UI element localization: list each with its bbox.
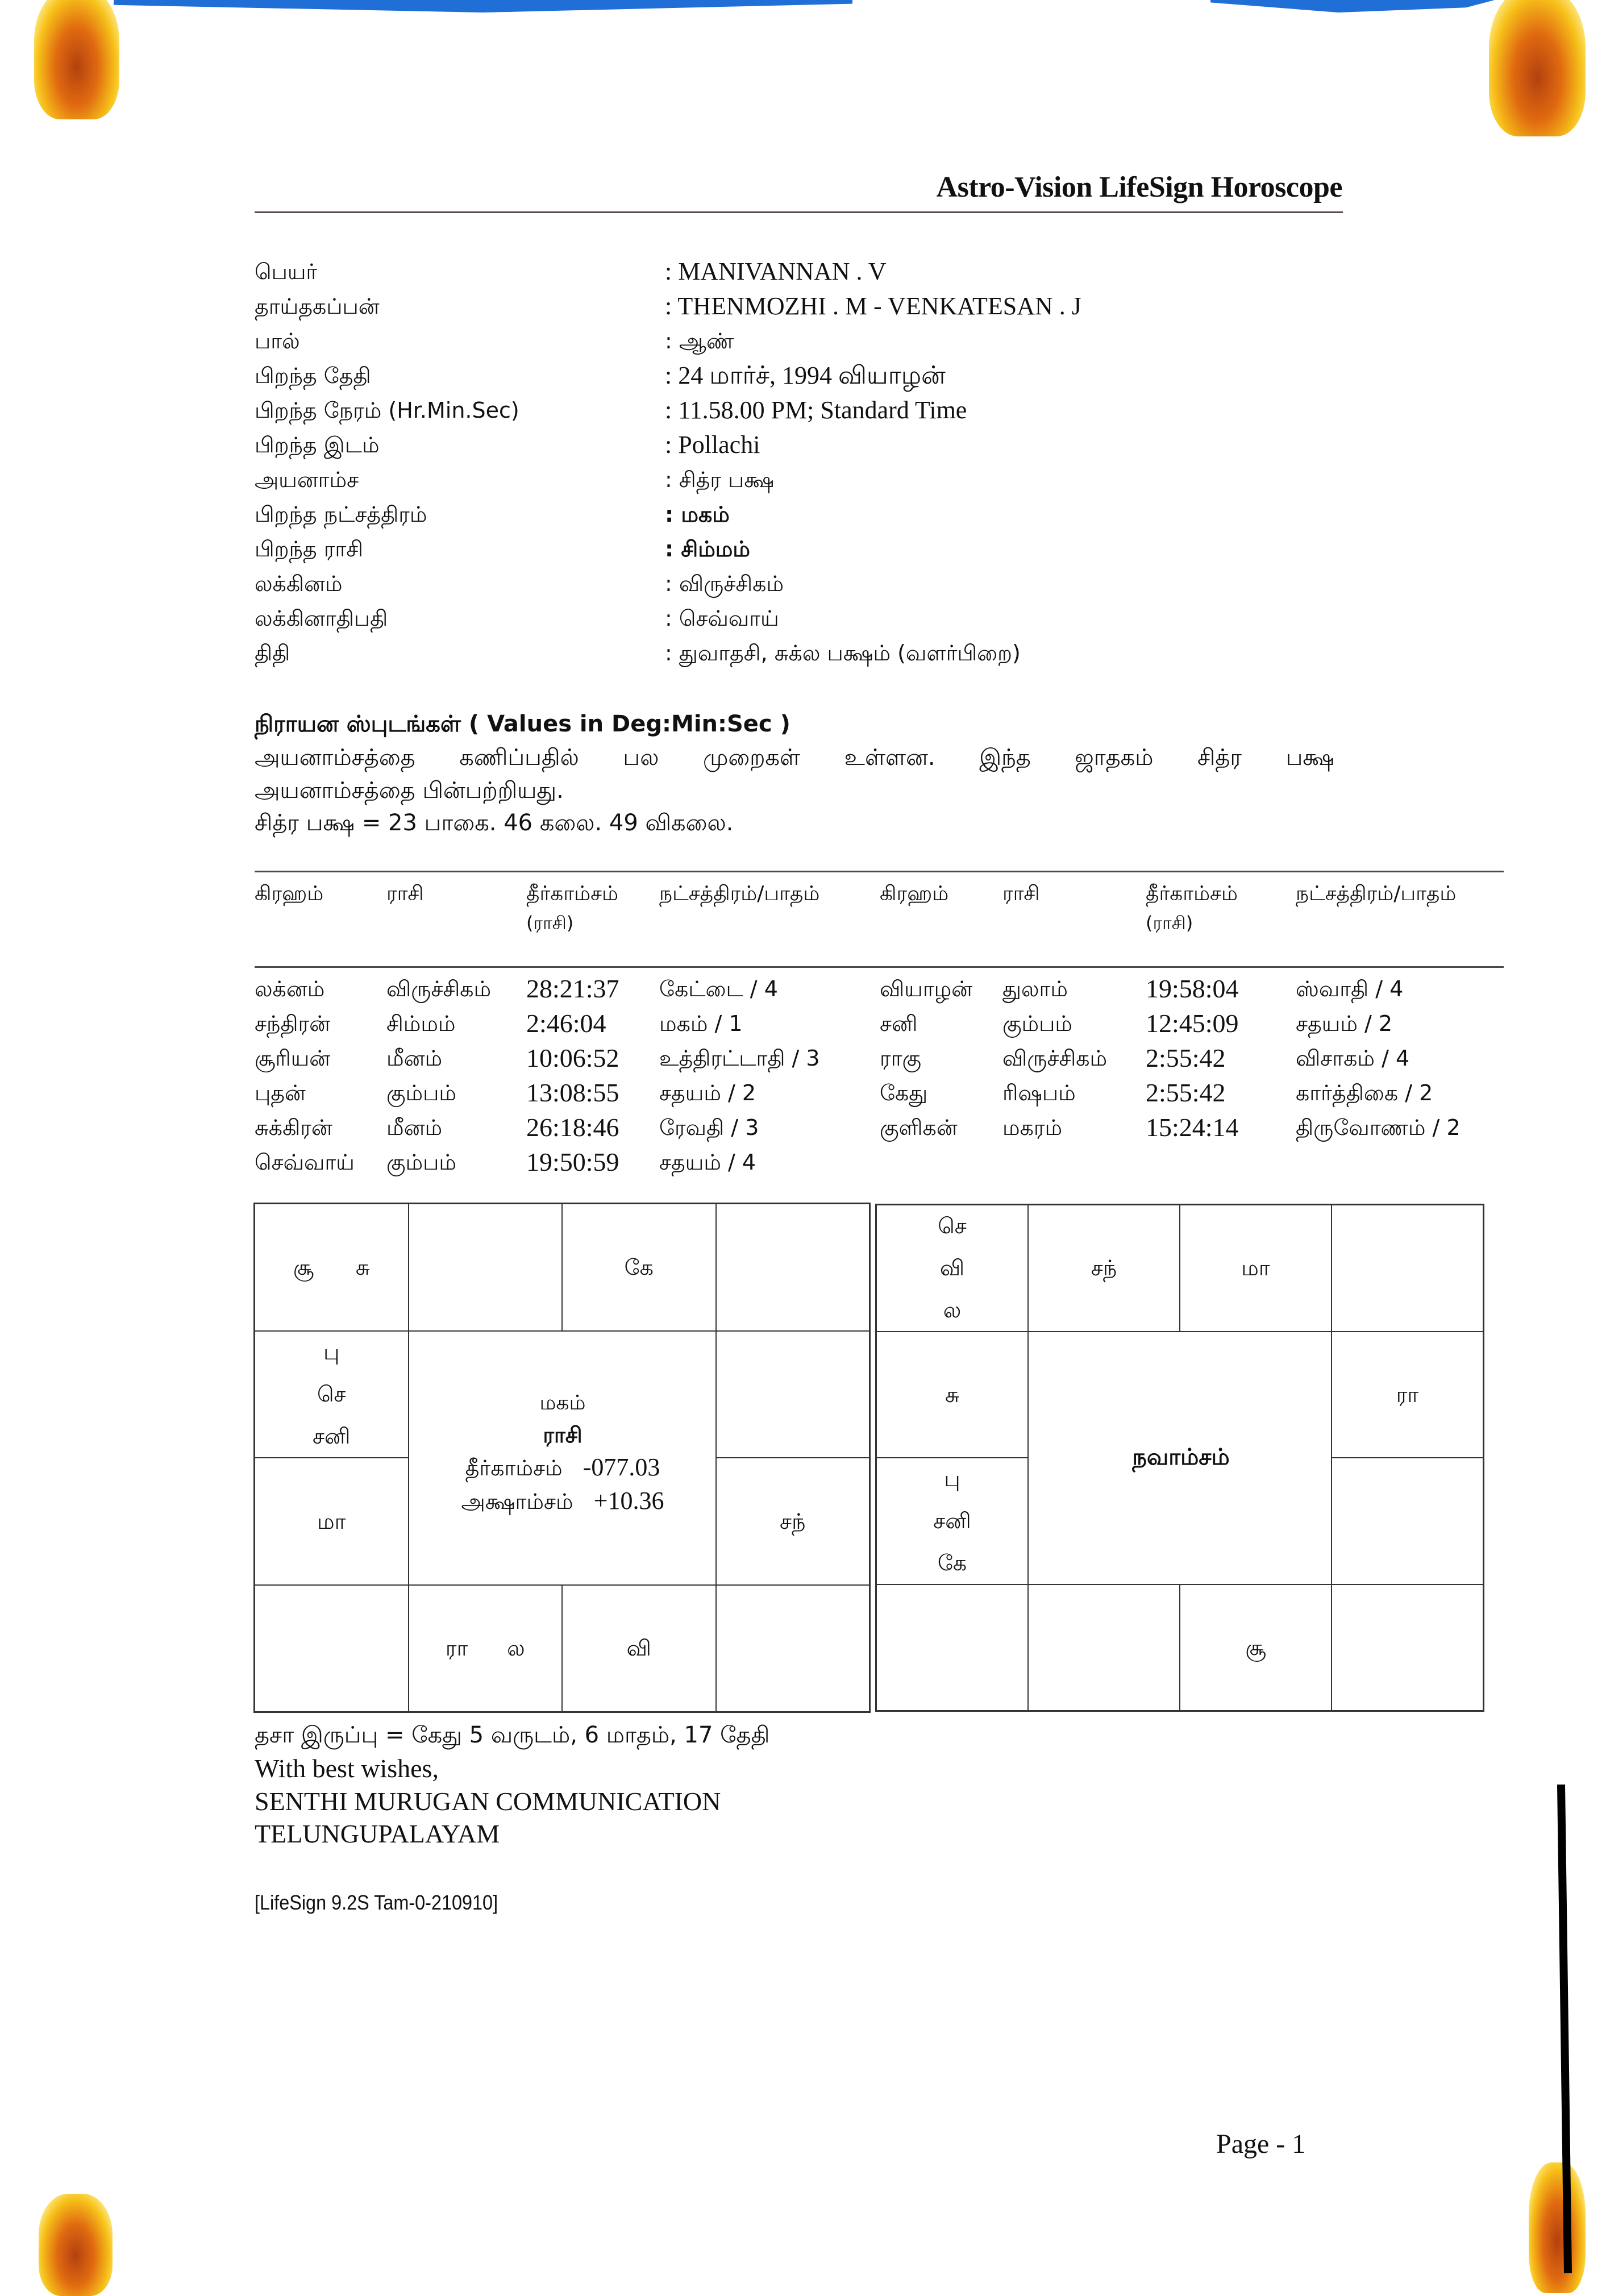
planet-longitude: 2:46:04 [526,1009,606,1038]
table-header-cell: கிரஹம் [255,882,324,905]
house-rishabam [562,1204,716,1331]
house-kumbam [876,1332,1028,1458]
paragraph-word: அயனாம்சத்தை [255,744,415,771]
table-header-cell: தீர்காம்சம் [526,882,618,905]
planet-longitude: 15:24:14 [1146,1113,1239,1142]
scan-edge-blue-right [1210,0,1495,13]
scan-edge-blue-left [114,0,852,13]
house-simmam [1332,1458,1483,1584]
profile-label: அயனாம்ச [255,467,359,492]
planet-star-pada: மகம் / 1 [659,1011,743,1036]
profile-label: பிறந்த நேரம் (Hr.Min.Sec) [255,398,519,423]
decorative-flame-bottom-right [1529,2162,1586,2293]
planet-abbrev: செ [938,1213,967,1239]
rasi-longitude [465,1451,660,1484]
table-header-rule [255,966,1504,968]
ayanamsa-paragraph-line2: அயனாம்சத்தை பின்பற்றியது. [255,777,564,804]
table-header-cell: நட்சத்திரம்/பாதம் [659,882,820,905]
planet-abbrev: சந் [780,1508,806,1534]
profile-value: : சித்ர பக்ஷ [665,467,775,492]
ayanamsa-value: சித்ர பக்ஷ = 23 பாகை. 46 கலை. 49 விகலை. [255,810,734,836]
table-top-rule [255,871,1504,872]
profile-label: பால் [255,328,300,353]
planet-abbrev: ல [943,1297,962,1323]
dasa-balance [255,1722,769,1751]
navamsa-chart [875,1204,1484,1712]
house-thulam [1180,1584,1332,1711]
planet-name: சந்திரன் [255,1011,331,1036]
planet-star-pada: திருவோணம் / 2 [1296,1115,1461,1140]
house-mithunam [716,1204,870,1331]
table-header-subcell: (ராசி) [526,912,574,934]
planet-abbrev: மா [1241,1255,1270,1281]
profile-value: : ஆண் [665,328,734,353]
planet-sign: துலாம் [1002,976,1068,1001]
planet-abbrev: சனி [933,1508,971,1534]
planet-abbrev: சந் [1091,1255,1117,1281]
planet-abbrev: செ [317,1382,346,1407]
house-viruchigam [409,1585,563,1712]
planet-sign: மீனம் [386,1046,443,1071]
navamsa-chart-center [1029,1332,1333,1586]
profile-label: பிறந்த ராசி [255,536,363,561]
profile-label: பிறந்த தேதி [255,363,371,388]
software-version: [LifeSign 9.2S Tam-0-210910] [255,1891,498,1914]
company-name: SENTHI MURUGAN COMMUNICATION [255,1787,721,1816]
planet-longitude: 26:18:46 [526,1113,619,1142]
profile-value: : 24 மார்ச், 1994 வியாழன் [665,361,946,389]
paragraph-word: இந்த [979,744,1031,771]
planet-star-pada: ரேவதி / 3 [659,1115,759,1140]
table-header-cell: கிரஹம் [880,882,949,905]
navamsa-center-title: நவாம்சம் [1132,1444,1230,1470]
latitude-value: +10.36 [593,1487,664,1515]
house-mithunam [1332,1205,1483,1332]
planet-abbrev: சூ [293,1254,314,1280]
planet-sign: கும்பம் [386,1080,456,1105]
house-mesham [409,1204,563,1331]
planet-name: கேது [880,1080,928,1105]
planet-sign: மகரம் [1002,1115,1063,1140]
table-header-cell: தீர்காம்சம் [1146,882,1238,905]
nirayana-title: நிராயன ஸ்புடங்கள் ( Values in Deg:Min:Sec ) [255,711,790,737]
planet-name: சுக்கிரன் [255,1115,332,1140]
decorative-flame-top-right [1489,0,1586,136]
planet-abbrev: பு [323,1340,340,1365]
rasi-center-title: ராசி [543,1422,583,1448]
house-meenam [876,1205,1028,1332]
planet-name: லக்னம் [255,976,325,1001]
profile-label: பிறந்த நட்சத்திரம் [255,502,427,527]
profile-value: : THENMOZHI . M - VENKATESAN . J [665,292,1081,320]
dasa-balance-text: தசா இருப்பு = கேது 5 வருடம், 6 மாதம், 17 தேதி [255,1722,770,1748]
longitude-value: -077.03 [583,1453,660,1481]
house-kanni [716,1585,870,1712]
planet-star-pada: விசாகம் / 4 [1296,1046,1410,1071]
profile-value: : மகம் [665,502,730,527]
profile-label: திதி [255,640,290,665]
nirayana-section-title [255,708,790,740]
house-rishabam [1180,1205,1332,1332]
house-makaram [876,1458,1028,1584]
profile-value: : துவாதசி, சுக்ல பக்ஷம் (வளர்பிறை) [665,640,1021,665]
planet-name: சனி [880,1011,918,1036]
planet-star-pada: உத்திரட்டாதி / 3 [659,1046,820,1071]
planet-name: புதன் [255,1080,306,1105]
title-underline [255,211,1343,213]
profile-value: : செவ்வாய் [665,606,779,631]
planet-longitude: 28:21:37 [526,974,619,1003]
table-header-subcell: (ராசி) [1146,912,1193,934]
planet-sign: விருச்சிகம் [1002,1046,1108,1071]
profile-value: : விருச்சிகம் [665,571,784,596]
profile-value: : Pollachi [665,431,760,459]
rasi-latitude [461,1484,664,1518]
latitude-label: அக்ஷாம்சம் [461,1489,573,1514]
longitude-label: தீர்காம்சம் [465,1455,563,1480]
planet-sign: கும்பம் [1002,1011,1072,1036]
paragraph-word: ஜாதகம் [1075,744,1154,771]
planet-sign: சிம்மம் [386,1011,456,1036]
profile-label: லக்கினம் [255,571,343,596]
ayanamsa-paragraph-line1 [255,744,1334,773]
planet-star-pada: கார்த்திகை / 2 [1296,1080,1433,1105]
planet-star-pada: ஸ்வாதி / 4 [1296,976,1404,1001]
planet-sign: விருச்சிகம் [386,976,492,1001]
house-kumbam [255,1331,409,1458]
house-viruchigam [1028,1584,1180,1711]
planet-abbrev: பு [944,1466,960,1492]
house-dhanusu [255,1585,409,1712]
planet-abbrev: வி [939,1255,965,1281]
planet-name: வியாழன் [880,976,973,1001]
planet-longitude: 2:55:42 [1146,1043,1226,1072]
document-title: Astro-Vision LifeSign Horoscope [936,171,1342,203]
planet-longitude: 19:50:59 [526,1147,619,1176]
house-makaram [255,1458,409,1585]
planet-longitude: 2:55:42 [1146,1078,1226,1107]
planet-longitude: 19:58:04 [1146,974,1239,1003]
planet-sign: ரிஷபம் [1002,1080,1076,1105]
planet-sign: கும்பம் [386,1150,456,1175]
planet-abbrev: கே [624,1254,654,1280]
planet-abbrev: சூ [1245,1634,1266,1660]
planet-abbrev: சு [945,1382,959,1407]
paragraph-word: உள்ளன. [844,744,935,771]
planet-name: குளிகன் [880,1115,958,1140]
planet-star-pada: கேட்டை / 4 [659,976,778,1001]
planet-abbrev: சு [355,1254,370,1280]
profile-value: : சிம்மம் [665,536,750,561]
decorative-flame-top-left [34,0,119,119]
planet-abbrev: ரா [1396,1382,1419,1407]
profile-label: பெயர் [255,259,318,284]
profile-label: தாய்தகப்பன் [255,294,380,319]
paragraph-word: பல [623,744,659,771]
table-header-cell: ராசி [386,882,424,905]
house-meenam [255,1204,409,1331]
planet-name: சூரியன் [255,1046,331,1071]
house-simmam [716,1458,870,1585]
rasi-center-star: மகம் [539,1391,586,1415]
planet-sign: மீனம் [386,1115,443,1140]
planet-name: ராகு [880,1046,922,1071]
planet-star-pada: சதயம் / 4 [659,1150,756,1175]
planet-name: செவ்வாய் [255,1150,355,1175]
rasi-chart-center [407,1331,718,1586]
table-header-cell: நட்சத்திரம்/பாதம் [1296,882,1457,905]
house-thulam [562,1585,716,1712]
planet-abbrev: ரா [445,1636,468,1661]
planet-longitude: 13:08:55 [526,1078,619,1107]
house-kanni [1332,1584,1483,1711]
house-dhanusu [876,1584,1028,1711]
profile-value: : MANIVANNAN . V [665,257,887,285]
profile-label: லக்கினாதிபதி [255,606,388,631]
profile-value: : 11.58.00 PM; Standard Time [665,396,967,424]
profile-label: பிறந்த இடம் [255,432,380,457]
planet-star-pada: சதயம் / 2 [659,1080,756,1105]
paragraph-word: சித்ர [1197,744,1242,771]
house-kadagam [1332,1332,1483,1458]
paragraph-word: பக்ஷ [1285,744,1334,771]
planet-abbrev: கே [937,1550,967,1576]
house-mesham [1028,1205,1180,1332]
wishes-text: With best wishes, [255,1754,439,1783]
decorative-flame-bottom-left [39,2194,113,2296]
planet-longitude: 12:45:09 [1146,1009,1239,1038]
planet-abbrev: ல [507,1636,525,1661]
paragraph-word: முறைகள் [702,744,801,771]
rasi-chart [253,1203,871,1713]
planet-star-pada: சதயம் / 2 [1296,1011,1393,1036]
company-place: TELUNGUPALAYAM [255,1819,500,1848]
planet-abbrev: வி [626,1636,651,1661]
planet-abbrev: மா [317,1508,346,1534]
house-kadagam [716,1331,870,1458]
table-header-cell: ராசி [1002,882,1040,905]
planet-longitude: 10:06:52 [526,1043,619,1072]
planet-abbrev: சனி [313,1424,351,1449]
page-number: Page - 1 [1216,2129,1306,2159]
paragraph-word: கணிப்பதில் [459,744,579,771]
